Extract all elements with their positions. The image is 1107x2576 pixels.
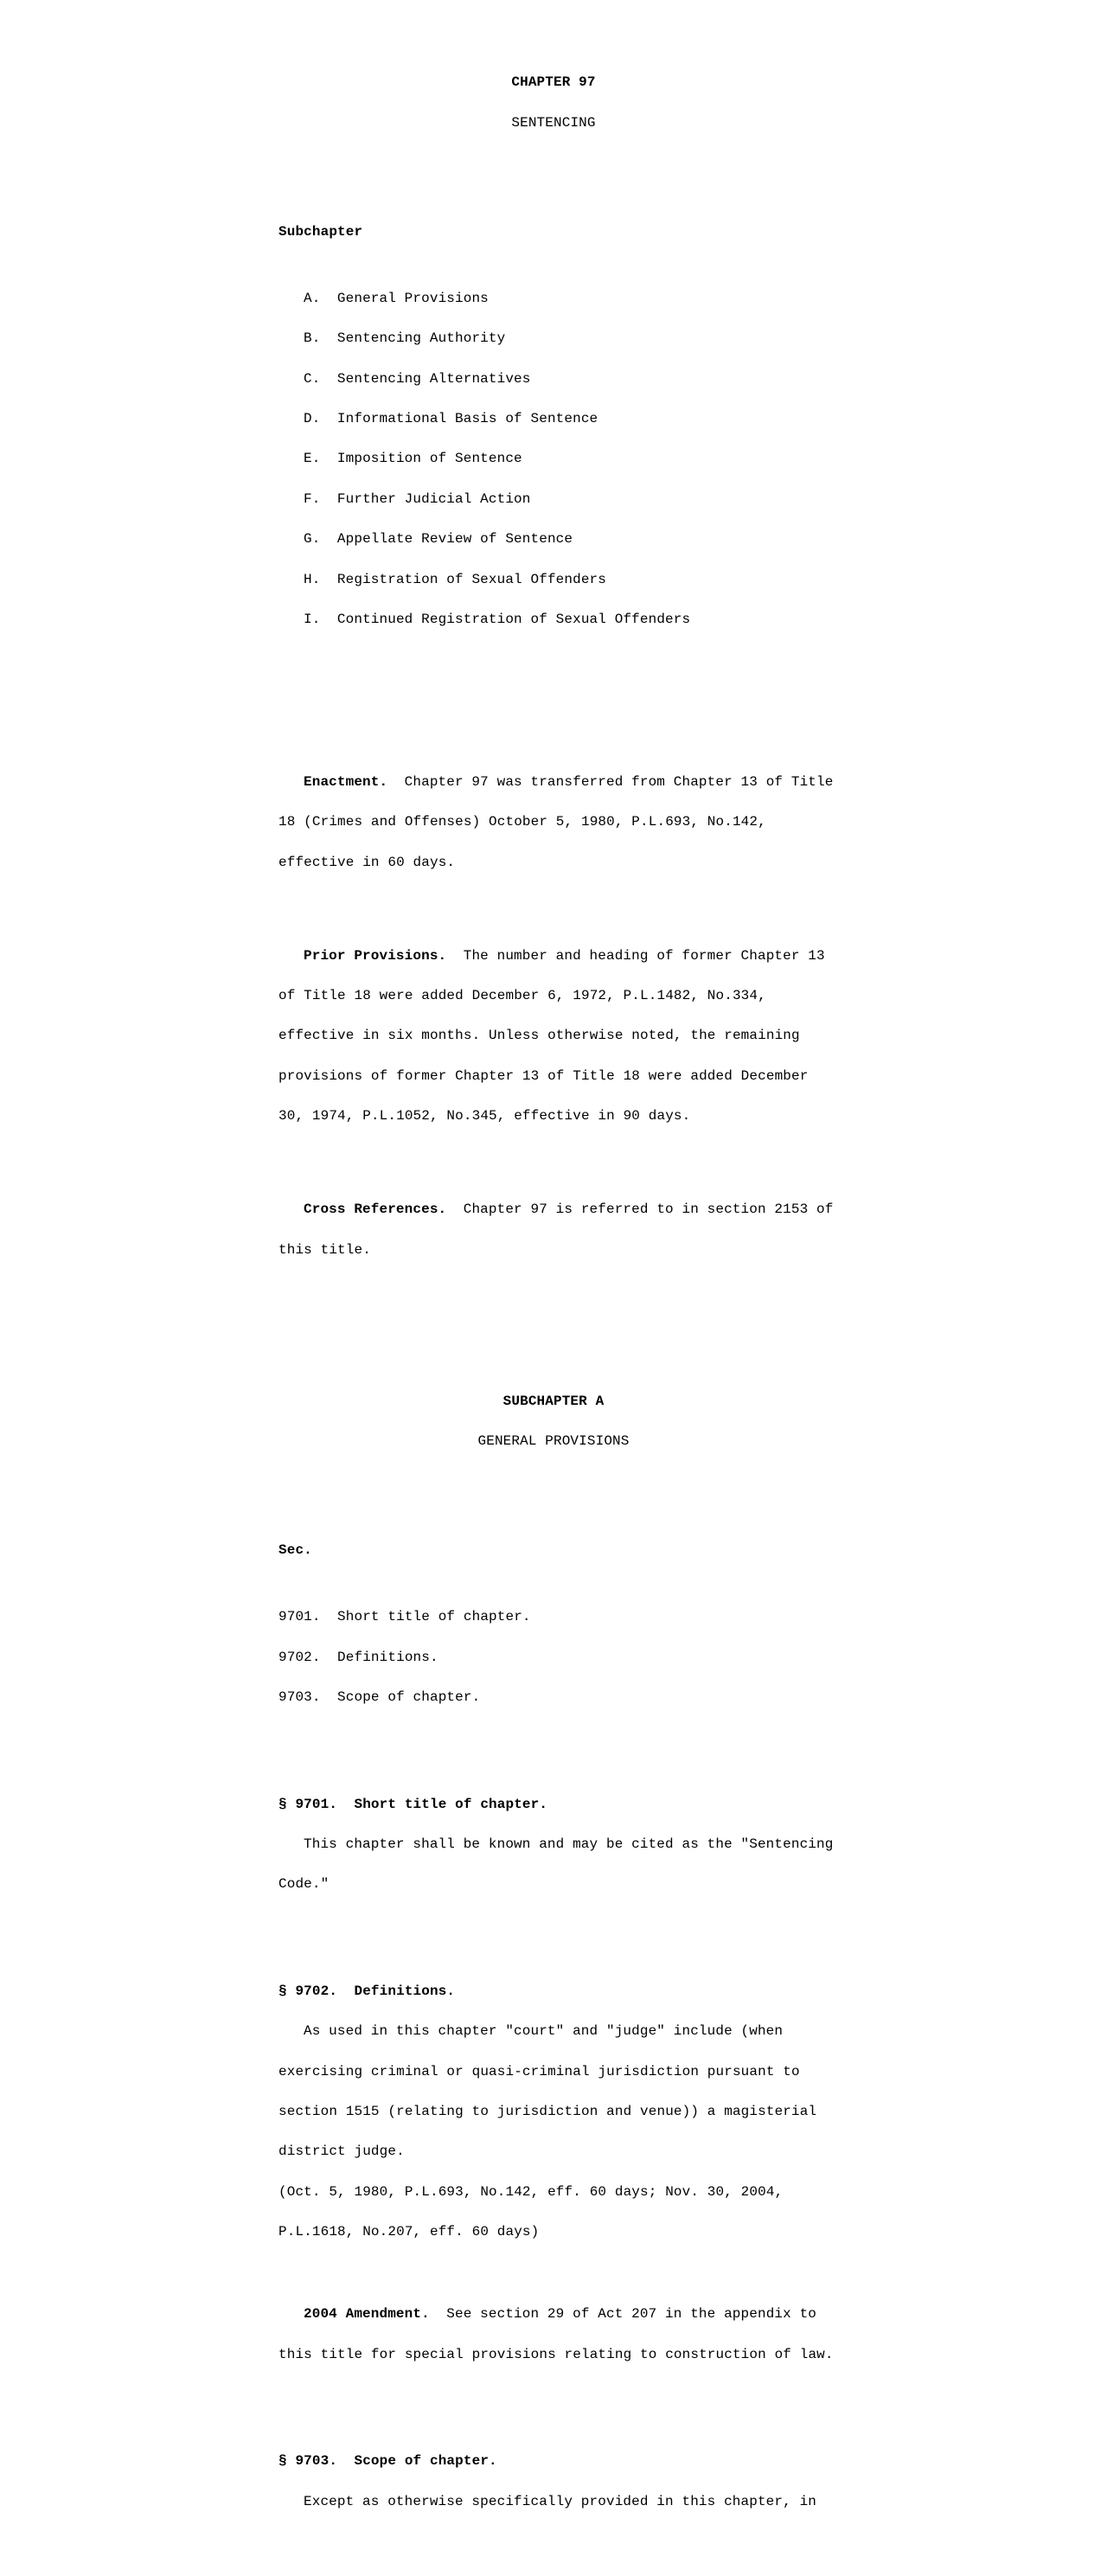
statute-text <box>278 36 832 2575</box>
subchapter-item: E. Imposition of Sentence <box>304 451 522 467</box>
subchapter-item: A. General Provisions <box>304 291 489 307</box>
subchapter-item: G. Appellate Review of Sentence <box>304 531 573 548</box>
section-9702: § 9702. Definitions. As used in this chapter "court" and "judge" include (when exercising criminal or quasi-criminal jurisdiction pursuant to section 1515 (relating to jurisdiction and venue)) a magisterial district judge. (Oct. 5, 1980, P.L.693, No.142, eff. 60 days; Nov. 30, 2004, P.L.1618, No.207, eff. 60 days) 2004 Amendment. See section 29 of Act 207 in the appendix to this title for special provisions relating to construction of law. <box>278 1983 834 2362</box>
subchapter-list-label: Subchapter <box>278 223 363 240</box>
cross-references-note: Cross References. Chapter 97 is referred to in section 2153 of this title. <box>278 1201 834 1258</box>
amendment-label: 2004 Amendment. <box>304 2306 430 2323</box>
subchapter-item: H. Registration of Sexual Offenders <box>304 571 606 587</box>
subchapter-item: D. Informational Basis of Sentence <box>304 411 598 427</box>
section-list-item: 9703. Scope of chapter. <box>278 1689 481 1706</box>
enactment-label: Enactment. <box>304 773 388 790</box>
section-list <box>278 1584 832 1731</box>
section-9701-heading: § 9701. Short title of chapter. <box>278 1796 548 1812</box>
chapter-title: SENTENCING <box>511 114 596 131</box>
chapter-heading: CHAPTER 97 <box>511 74 596 91</box>
prior-provisions-note: Prior Provisions. The number and heading of former Chapter 13 of Title 18 were added December 6, 1972, P.L.1482, No.334, effective in six months. Unless otherwise noted, the remaining provisions of former Chapter 13 of Title 18 were added December 30, 1974, P.L.1052, No.345, effective in 90 days. <box>278 947 825 1125</box>
subchapter-a-title: GENERAL PROVISIONS <box>477 1432 630 1449</box>
section-9703-heading: § 9703. Scope of chapter. <box>278 2453 497 2470</box>
section-9702-history: (Oct. 5, 1980, P.L.693, No.142, eff. 60 days; Nov. 30, 2004, <box>278 2183 784 2200</box>
section-9702-heading: § 9702. Definitions. <box>278 1983 456 1999</box>
subchapter-a-heading: SUBCHAPTER A <box>502 1393 605 1409</box>
subchapter-item: I. Continued Registration of Sexual Offenders <box>304 611 691 627</box>
section-9701: § 9701. Short title of chapter. This chapter shall be known and may be cited as the "Sentencing Code." <box>278 1796 834 1893</box>
section-list-item: 9701. Short title of chapter. <box>278 1609 531 1625</box>
section-list-item: 9702. Definitions. <box>278 1649 438 1665</box>
cross-references-label: Cross References. <box>304 1201 447 1218</box>
subchapter-item: B. Sentencing Authority <box>304 330 506 347</box>
enactment-note: Enactment. Chapter 97 was transferred from Chapter 13 of Title 18 (Crimes and Offenses) October 5, 1980, P.L.693, No.142, effective in 60 days. <box>278 773 834 870</box>
section-list-label: Sec. <box>278 1542 312 1559</box>
prior-provisions-label: Prior Provisions. <box>304 947 447 964</box>
subchapter-list <box>278 266 832 653</box>
subchapter-item: C. Sentencing Alternatives <box>304 370 531 387</box>
subchapter-item: F. Further Judicial Action <box>304 490 531 507</box>
section-9703: § 9703. Scope of chapter. Except as otherwise specifically provided in this chapter, in <box>278 2428 832 2535</box>
